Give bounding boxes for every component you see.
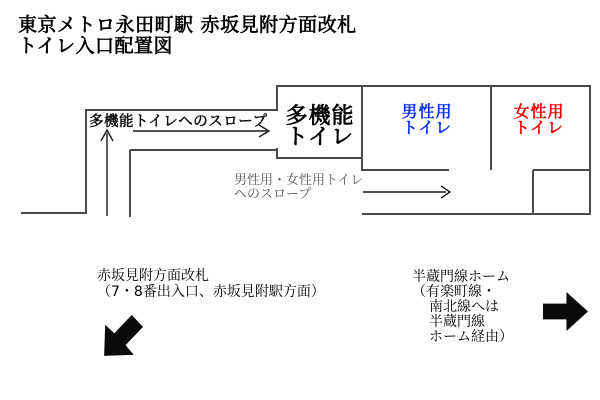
page-title-line-1: 東京メトロ永田町駅 赤坂見附方面改札 (18, 14, 357, 36)
gate-direction-arrow-icon (98, 315, 144, 357)
multifunction-toilet-label: 多機能 トイレ (285, 104, 355, 150)
hanzomon-platform-label: 半蔵門線ホーム （有楽町線・ 南北線へは 半蔵門線 ホーム経由） (412, 269, 513, 345)
page-title (18, 15, 357, 57)
slope-to-multifunction-label: 多機能トイレへのスロープ (89, 114, 268, 130)
slope-to-mens-womens-label: 男性用・女性用トイレ へのスロープ (234, 173, 364, 202)
mens-womens-slope-arrow-icon (363, 186, 450, 198)
gate-direction-label: 赤坂見附方面改札 （7・8番出入口、赤坂見附駅方面） (97, 268, 325, 300)
up-arrow-icon (101, 130, 113, 216)
mens-toilet-label: 男性用 トイレ (401, 102, 453, 137)
womens-toilet-label: 女性用 トイレ (513, 102, 565, 137)
hanzomon-direction-arrow-icon (543, 290, 588, 333)
page-title-line-2: トイレ入口配置図 (18, 35, 174, 57)
